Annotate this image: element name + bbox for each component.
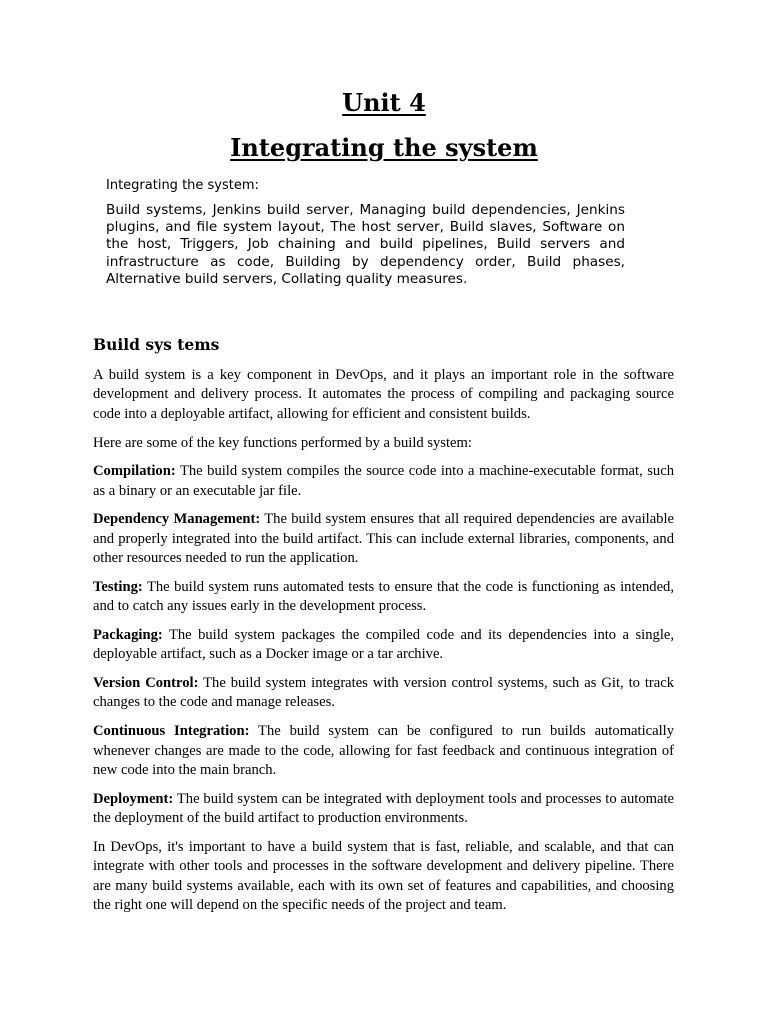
intro-label: Integrating the system: xyxy=(106,178,259,193)
function-term: Dependency Management: xyxy=(93,511,261,528)
function-text: The build system integrates with version control systems, such as Git, to track changes to the code and manage releases. xyxy=(93,675,675,711)
function-version-control xyxy=(93,674,674,713)
page-title: Integrating the system xyxy=(230,133,538,162)
function-term: Testing: xyxy=(93,578,143,595)
function-testing xyxy=(93,578,674,617)
function-term: Deployment: xyxy=(93,790,174,807)
function-text: The build system packages the compiled code and its dependencies into a single, deployable artifact, such as a Docker image or a tar archive. xyxy=(93,626,674,663)
function-text: The build system can be integrated with deployment tools and processes to automate the deployment of the build artifact to production environments. xyxy=(93,790,674,827)
function-text: The build system ensures that all required dependencies are available and properly integrated into the build artifact. This can include external libraries, components, and other resources needed to run the application. xyxy=(93,511,675,567)
section-heading: Build sys tems xyxy=(93,335,220,354)
function-deployment xyxy=(93,790,674,829)
function-packaging xyxy=(93,626,674,665)
function-text: The build system compiles the source code into a machine-executable format, such as a binary or an executable jar file. xyxy=(93,463,674,499)
function-term: Continuous Integration: xyxy=(93,723,250,740)
unit-title: Unit 4 xyxy=(342,88,426,117)
function-term: Version Control: xyxy=(93,675,199,692)
function-term: Compilation: xyxy=(93,463,176,480)
closing-paragraph: In DevOps, it's important to have a build system that is fast, reliable, and scalable, and that can integrate with other tools and processes in the software development and delivery pipeline. There are many build systems available, each with its own set of features and capabilities, and choosing the right one will depend on the specific needs of the project and team. xyxy=(93,838,674,914)
function-text: The build system can be configured to run builds automatically whenever changes are made to the code, allowing for fast feedback and continuous integration of new code into the main branch. xyxy=(93,723,675,778)
topics-summary: Build systems, Jenkins build server, Managing build dependencies, Jenkins plugins, and file system layout, The host server, Build slaves, Software on the host, Triggers, Job chaining and build pipelines, Build servers and infrastructure as code, Building by dependency order, Build phases, Alternative build servers, Collating quality measures. xyxy=(106,202,625,287)
function-compilation xyxy=(93,462,674,501)
intro-paragraph: A build system is a key component in DevOps, and it plays an important role in the software development and delivery process. It automates the process of compiling and packaging source code into a deployable artifact, allowing for efficient and consistent builds. xyxy=(93,367,674,422)
function-text: The build system runs automated tests to ensure that the code is functioning as intended, and to catch any issues early in the development process. xyxy=(93,578,674,615)
function-term: Packaging: xyxy=(93,626,163,643)
function-continuous-integration xyxy=(93,722,674,780)
function-dependency-management xyxy=(93,510,674,568)
functions-lead: Here are some of the key functions performed by a build system: xyxy=(93,434,472,451)
build-systems-section xyxy=(93,334,674,925)
